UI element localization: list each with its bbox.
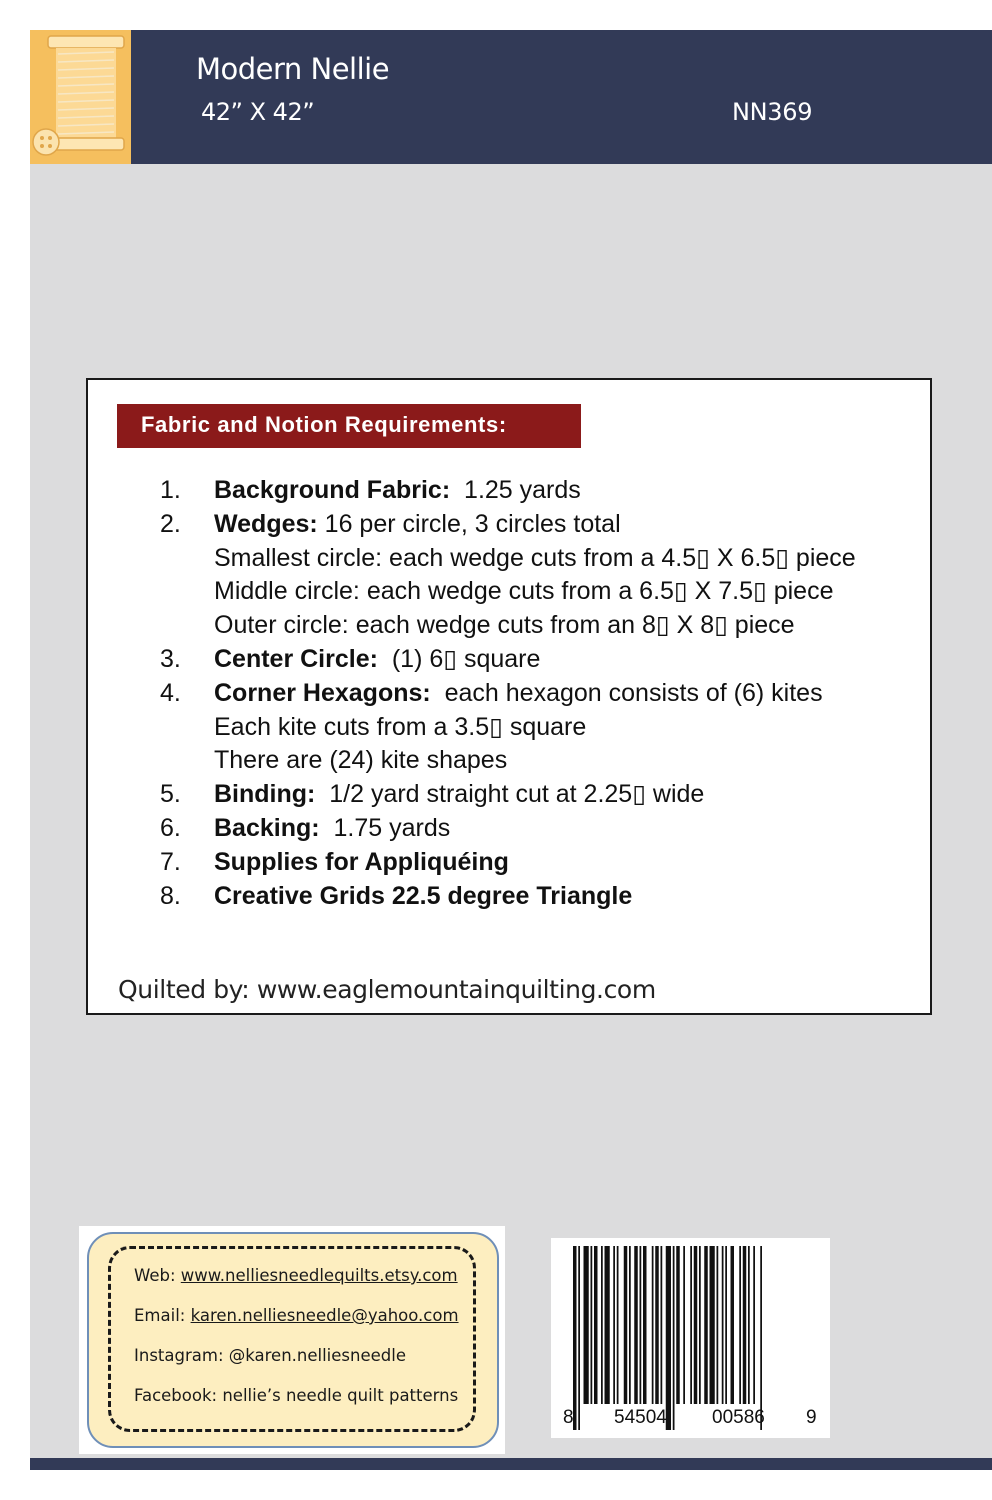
requirement-number: 2. — [160, 509, 181, 538]
barcode-bar — [722, 1246, 724, 1404]
requirement-label: Binding: — [214, 780, 316, 809]
contact-web-label: Web: — [134, 1266, 181, 1285]
requirement-subline: Smallest circle: each wedge cuts from a 4.5▯ X 6.5▯ piece — [214, 543, 856, 572]
requirement-item — [160, 880, 860, 914]
barcode-bar — [573, 1246, 577, 1430]
requirement-number: 5. — [160, 780, 181, 809]
barcode-digit-check: 9 — [806, 1407, 817, 1428]
requirement-label: Wedges: — [214, 509, 318, 538]
barcode-bar — [643, 1246, 647, 1404]
requirement-label: Corner Hexagons: — [214, 678, 431, 707]
requirement-item — [160, 812, 860, 846]
requirement-number: 6. — [160, 813, 181, 842]
barcode-bar — [613, 1246, 615, 1404]
barcode-bar — [629, 1246, 631, 1404]
barcode-bar — [739, 1246, 741, 1404]
contact-email — [134, 1306, 459, 1346]
contact-instagram-handle: @karen.nelliesneedle — [228, 1346, 406, 1365]
barcode-bars — [551, 1238, 830, 1438]
requirement-number: 7. — [160, 847, 181, 876]
requirement-number: 1. — [160, 476, 181, 504]
requirement-detail: 16 per circle, 3 circles total — [317, 509, 621, 538]
requirement-detail: each hexagon consists of (6) kites — [430, 678, 823, 707]
contact-facebook-label: Facebook: — [134, 1386, 223, 1405]
requirements-heading: Fabric and Notion Requirements: — [141, 412, 507, 437]
contact-facebook-name: nellie’s needle quilt patterns — [222, 1386, 459, 1405]
barcode-bar — [753, 1246, 755, 1404]
requirement-detail: 1/2 yard straight cut at 2.25▯ wide — [315, 780, 705, 809]
requirement-detail: 1.75 yards — [319, 813, 451, 842]
requirement-body — [214, 778, 860, 812]
contact-email-link[interactable]: karen.nelliesneedle@yahoo.com — [190, 1306, 459, 1325]
barcode-bar — [690, 1246, 692, 1404]
contact-web-link[interactable]: www.nelliesneedlequilts.etsy.com — [180, 1266, 458, 1285]
requirement-body — [214, 812, 860, 846]
requirement-label: Creative Grids 22.5 degree Triangle — [214, 881, 633, 910]
barcode-digit-lead: 8 — [563, 1407, 574, 1428]
requirement-label: Background Fabric: — [214, 476, 451, 504]
barcode-digit-right-group: 00586 — [712, 1407, 765, 1428]
requirement-item — [160, 474, 860, 508]
barcode-bar — [594, 1246, 598, 1404]
pattern-title: Modern Nellie — [196, 52, 390, 86]
requirement-subline: Each kite cuts from a 3.5▯ square — [214, 712, 587, 741]
barcode-bar — [731, 1246, 735, 1404]
requirements-heading-bar — [117, 404, 581, 448]
requirement-body — [214, 508, 860, 643]
requirements-list — [160, 474, 860, 913]
barcode-bar — [666, 1246, 671, 1430]
requirement-body — [214, 643, 860, 677]
barcode-bar — [578, 1246, 580, 1430]
thread-spool-icon — [30, 30, 131, 164]
barcode-bar — [584, 1246, 589, 1404]
barcode-bar — [704, 1246, 708, 1404]
barcode-bar — [624, 1246, 628, 1404]
barcode-bar — [655, 1246, 659, 1404]
requirement-body — [214, 474, 860, 508]
header-bar — [30, 30, 992, 164]
requirement-item — [160, 846, 860, 880]
requirement-subline: Middle circle: each wedge cuts from a 6.5▯ X 7.5▯ piece — [214, 577, 834, 606]
contact-lines — [134, 1266, 459, 1426]
barcode-bar — [640, 1246, 642, 1404]
barcode-bar — [634, 1246, 638, 1404]
requirement-label: Supplies for Appliquéing — [214, 847, 509, 876]
barcode-bar — [601, 1246, 603, 1404]
requirement-body — [214, 880, 860, 914]
requirement-item — [160, 677, 860, 778]
requirement-number: 4. — [160, 678, 181, 707]
requirement-label: Center Circle: — [214, 644, 378, 673]
barcode-bar — [725, 1246, 727, 1404]
requirement-detail: 1.25 yards — [450, 476, 581, 504]
requirement-number: 8. — [160, 881, 181, 910]
quilt-size: 42” X 42” — [201, 98, 315, 126]
contact-instagram-label: Instagram: — [134, 1346, 229, 1365]
requirement-item — [160, 778, 860, 812]
barcode-digit-left-group: 54504 — [614, 1407, 667, 1428]
requirement-body — [214, 846, 860, 880]
barcode-bar — [717, 1246, 719, 1404]
requirement-label: Backing: — [214, 813, 320, 842]
barcode-bar — [652, 1246, 654, 1404]
contact-email-label: Email: — [134, 1306, 191, 1325]
barcode — [551, 1238, 830, 1438]
quilted-by: Quilted by: www.eaglemountainquilting.com — [118, 975, 656, 1004]
barcode-bar — [710, 1246, 715, 1404]
pattern-code: NN369 — [732, 98, 813, 126]
requirement-number: 3. — [160, 644, 181, 673]
barcode-bar — [743, 1246, 747, 1404]
barcode-bar — [699, 1246, 701, 1404]
barcode-bar — [760, 1246, 762, 1430]
barcode-bar — [673, 1246, 675, 1430]
requirement-subline: Outer circle: each wedge cuts from an 8▯ X 8▯ piece — [214, 611, 795, 640]
contact-facebook — [134, 1386, 459, 1426]
requirement-item — [160, 643, 860, 677]
barcode-bar — [617, 1246, 619, 1404]
barcode-bar — [661, 1246, 663, 1404]
barcode-bar — [605, 1246, 610, 1404]
footer-bar — [30, 1458, 992, 1470]
barcode-bar — [683, 1246, 685, 1404]
requirement-item — [160, 508, 860, 643]
contact-web — [134, 1266, 459, 1306]
barcode-bar — [676, 1246, 680, 1404]
requirement-subline: There are (24) kite shapes — [214, 746, 508, 775]
requirement-body — [214, 677, 860, 778]
barcode-bar — [748, 1246, 750, 1404]
barcode-bar — [591, 1246, 593, 1404]
requirement-detail: (1) 6▯ square — [377, 644, 541, 673]
barcode-bar — [694, 1246, 698, 1404]
contact-instagram — [134, 1346, 459, 1386]
